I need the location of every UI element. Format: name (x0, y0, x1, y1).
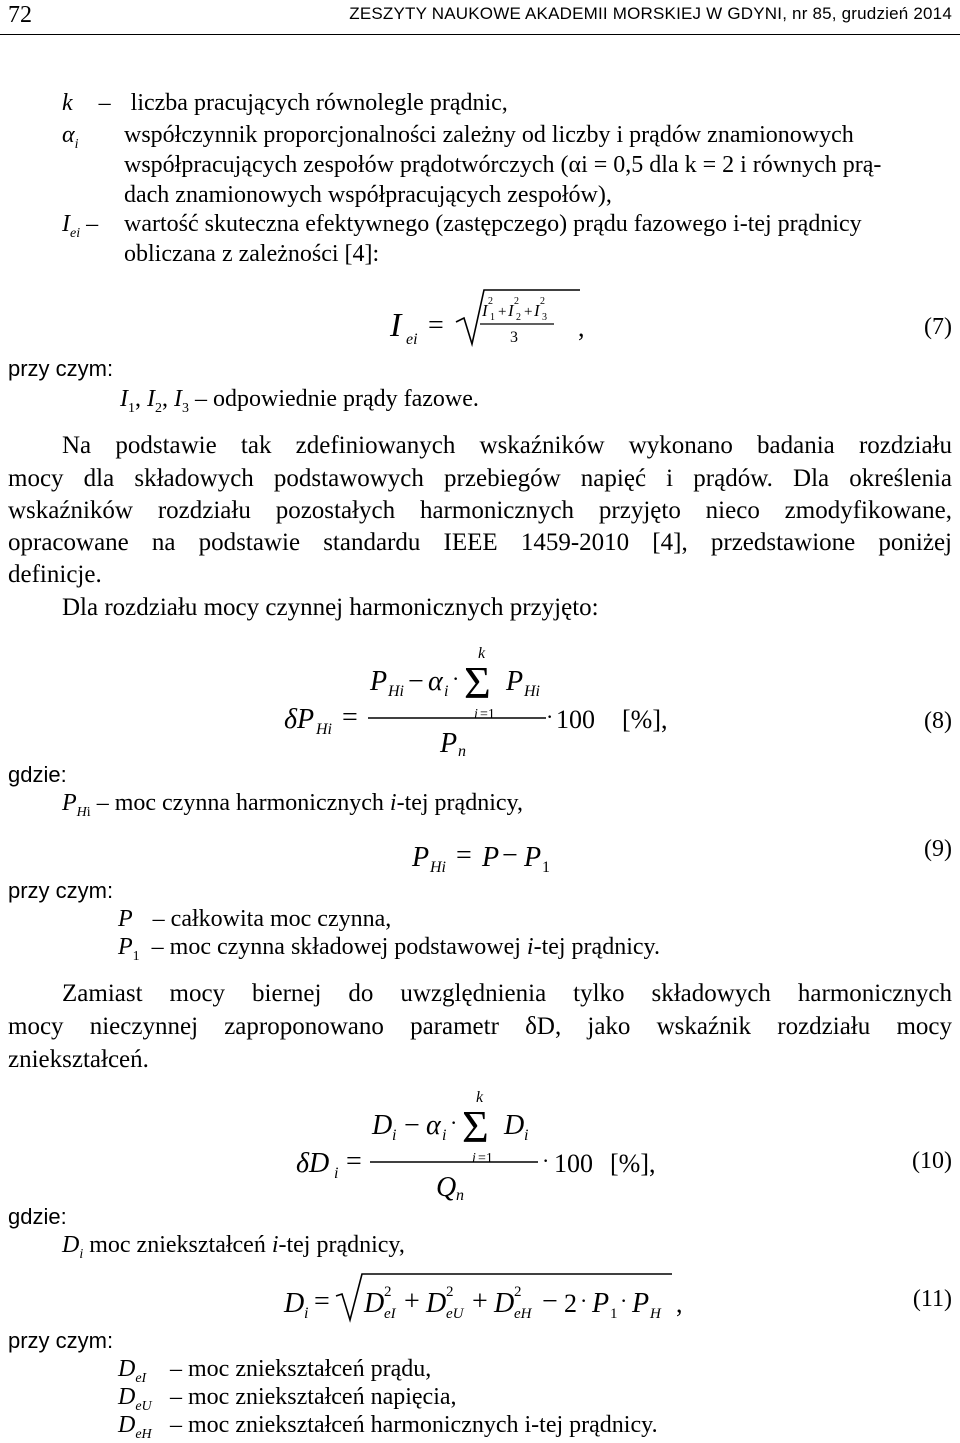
svg-text:Hi: Hi (388, 683, 404, 700)
svg-text:[%],: [%], (622, 705, 668, 734)
svg-text:−: − (542, 1286, 558, 1317)
svg-text:−: − (404, 1110, 420, 1141)
equation-9 (408, 832, 578, 882)
svg-text:−: − (408, 666, 424, 697)
svg-text:2: 2 (514, 1284, 522, 1300)
def-deh-text: – moc zniekształceń harmonicznych i-tej prądnicy. (170, 1412, 658, 1438)
svg-text:1: 1 (490, 312, 495, 323)
svg-text:i: i (442, 1127, 447, 1144)
svg-text:D: D (494, 1288, 515, 1319)
para3-line-1: Zamiast mocy biernej do uwzględnienia tylko składowych harmonicznych (62, 980, 952, 1007)
eq7-comma: , (578, 313, 585, 342)
svg-text:+: + (524, 304, 533, 320)
svg-text:·: · (542, 1148, 550, 1173)
svg-text:α: α (428, 666, 443, 697)
svg-text:=: = (342, 702, 358, 733)
svg-text:P: P (370, 666, 388, 697)
svg-text:P: P (632, 1288, 650, 1319)
przy-czym-label-1: przy czym: (8, 356, 114, 381)
journal-title: ZESZYTY NAUKOWE AKADEMII MORSKIEJ W GDYNI, nr 85, grudzień 2014 (349, 4, 952, 23)
svg-text:[%],: [%], (610, 1149, 656, 1178)
svg-text:·: · (546, 704, 554, 729)
def-k-symbol: k (62, 90, 73, 116)
def-iei-line-1: wartość skuteczna efektywnego (zastępczego) prądu fazowego i-tej prądnicy (124, 211, 862, 237)
gdzie-label-1: gdzie: (8, 762, 67, 787)
svg-text:D: D (372, 1110, 393, 1141)
def-p: P – całkowita moc czynna, (118, 906, 392, 932)
svg-text:D: D (364, 1288, 385, 1319)
def-i123: $I_1$, $I_2$, $I_3$ – odpowiednie prądy fazowe. (120, 386, 479, 416)
para3-line-2: mocy nieczynnej zaproponowano parametr δD, jako wskaźnik rozdziału mocy (8, 1013, 952, 1040)
svg-text:·: · (580, 1288, 588, 1313)
def-deh-symbol: $D_{eH}$ (118, 1412, 152, 1442)
eq8-number: (8) (924, 708, 952, 734)
svg-text:n: n (458, 743, 466, 758)
equation-10 (292, 1076, 692, 1202)
def-iei-line-2: obliczana z zależności [4]: (124, 241, 380, 267)
eq10-number: (10) (912, 1148, 952, 1174)
svg-text:P: P (506, 666, 524, 697)
svg-text:I: I (390, 307, 402, 344)
svg-text:α: α (426, 1110, 441, 1141)
svg-text:1: 1 (610, 1306, 618, 1322)
page-header (0, 0, 960, 35)
def-alpha-line-1: współczynnik proporcjonalności zależny od liczby i prądów znamionowych (124, 122, 854, 148)
para1-line-5: definicje. (8, 561, 102, 588)
def-deu-text: – moc zniekształceń napięcia, (170, 1384, 457, 1410)
svg-text:2: 2 (540, 296, 545, 307)
svg-text:k: k (476, 1089, 484, 1106)
svg-text:2: 2 (488, 296, 493, 307)
svg-text:i: i (444, 683, 449, 700)
eq11-number: (11) (912, 1286, 952, 1312)
svg-text:3: 3 (510, 329, 518, 346)
svg-text:+: + (472, 1286, 488, 1317)
svg-text:I: I (508, 301, 514, 320)
eq7-number: (7) (924, 314, 952, 340)
svg-text:δD: δD (296, 1148, 330, 1179)
przy-czym-label-2: przy czym: (8, 878, 114, 903)
svg-text:2: 2 (514, 296, 519, 307)
page-number: 72 (8, 2, 32, 28)
para1-line-3: wskaźników rozdziału pozostałych harmonicznych przyjęto nieco zmodyfikowane, (8, 497, 952, 524)
para1-line-2: mocy dla składowych podstawowych przebiegów napięć i prądów. Dla określenia (8, 465, 952, 492)
def-k-text: liczba pracujących równolegle prądnic, (130, 90, 508, 116)
svg-text:I: I (534, 301, 540, 320)
svg-text:i: i (334, 1165, 339, 1182)
svg-text:=1: =1 (478, 1151, 493, 1166)
svg-text:·: · (620, 1288, 628, 1313)
para1-line-4: opracowane na podstawie standardu IEEE 1459-2010 [4], przedstawione poniżej (8, 529, 952, 556)
def-k: k – liczba pracujących równolegle prądnic, (62, 90, 508, 116)
svg-text:P: P (412, 842, 430, 873)
przy-czym-label-3: przy czym: (8, 1328, 114, 1353)
def-phi: $P_{Hi}$ – moc czynna harmonicznych i-tej prądnicy, (62, 790, 523, 820)
equation-8 (280, 632, 700, 758)
svg-text:2: 2 (384, 1284, 392, 1300)
svg-text:2: 2 (446, 1284, 454, 1300)
svg-text:2: 2 (564, 1289, 577, 1318)
para2: Dla rozdziału mocy czynnej harmonicznych przyjęto: (62, 594, 599, 621)
svg-text:=1: =1 (480, 707, 495, 722)
equation-7 (380, 282, 610, 362)
svg-text:P: P (440, 728, 458, 758)
def-dei-symbol: $D_{eI}$ (118, 1356, 147, 1386)
svg-text:Hi: Hi (316, 721, 332, 738)
svg-text:i: i (524, 1127, 529, 1144)
svg-text:Q: Q (436, 1172, 457, 1202)
svg-text:=: = (346, 1146, 362, 1177)
svg-text:P: P (482, 842, 500, 873)
svg-text:=: = (428, 310, 444, 341)
svg-text:P: P (524, 842, 542, 873)
svg-text:D: D (284, 1288, 305, 1319)
def-iei-symbol: $I_{ei}$ – (62, 211, 99, 241)
def-di: $D_i$ moc zniekształceń i-tej prądnicy, (62, 1232, 405, 1262)
def-alpha-line-3: dach znamionowych współpracujących zespołów), (124, 182, 612, 208)
def-dei-text: – moc zniekształceń prądu, (170, 1356, 432, 1382)
svg-text:D: D (504, 1110, 525, 1141)
svg-text:P: P (592, 1288, 610, 1319)
svg-text:·: · (450, 1110, 458, 1135)
svg-text:−: − (502, 840, 518, 871)
svg-text:·: · (452, 666, 460, 691)
svg-text:Σ: Σ (462, 1101, 489, 1152)
svg-text:eU: eU (446, 1306, 464, 1322)
svg-text:n: n (456, 1187, 464, 1202)
svg-text:100: 100 (554, 1149, 593, 1178)
svg-text:+: + (498, 304, 507, 320)
svg-text:+: + (404, 1286, 420, 1317)
svg-text:i: i (472, 1151, 476, 1166)
para1-line-1: Na podstawie tak zdefiniowanych wskaźników wykonano badania rozdziału (62, 432, 952, 459)
svg-text:3: 3 (542, 312, 547, 323)
svg-text:2: 2 (516, 312, 521, 323)
svg-text:I: I (482, 301, 488, 320)
svg-text:D: D (426, 1288, 447, 1319)
eq9-number: (9) (924, 836, 952, 862)
svg-text:eI: eI (384, 1306, 396, 1322)
svg-text:100: 100 (556, 705, 595, 734)
svg-text:i: i (392, 1127, 397, 1144)
svg-text:i: i (474, 707, 478, 722)
gdzie-label-2: gdzie: (8, 1204, 67, 1229)
svg-text:eH: eH (514, 1306, 532, 1322)
def-deu-symbol: $D_{eU}$ (118, 1384, 152, 1414)
svg-text:,: , (676, 1289, 683, 1318)
svg-text:1: 1 (542, 859, 550, 876)
svg-text:Σ: Σ (464, 657, 491, 708)
svg-text:=: = (314, 1286, 330, 1317)
svg-text:Hi: Hi (430, 859, 446, 876)
svg-text:H: H (650, 1306, 661, 1322)
svg-text:k: k (478, 645, 486, 662)
def-alpha-line-2: współpracujących zespołów prądotwórczych (αi = 0,5 dla k = 2 i równych prą- (124, 152, 882, 178)
svg-text:i: i (304, 1305, 309, 1322)
def-p1: $P_1$ – moc czynna składowej podstawowej i-tej prądnicy. (118, 934, 660, 964)
svg-text:Hi: Hi (524, 683, 540, 700)
svg-text:=: = (456, 840, 472, 871)
svg-text:δP: δP (284, 704, 315, 735)
equation-11 (280, 1270, 720, 1326)
def-alpha-symbol: $\alpha_i$ (62, 122, 79, 152)
para3-line-3: zniekształceń. (8, 1046, 149, 1073)
svg-text:ei: ei (406, 331, 418, 348)
